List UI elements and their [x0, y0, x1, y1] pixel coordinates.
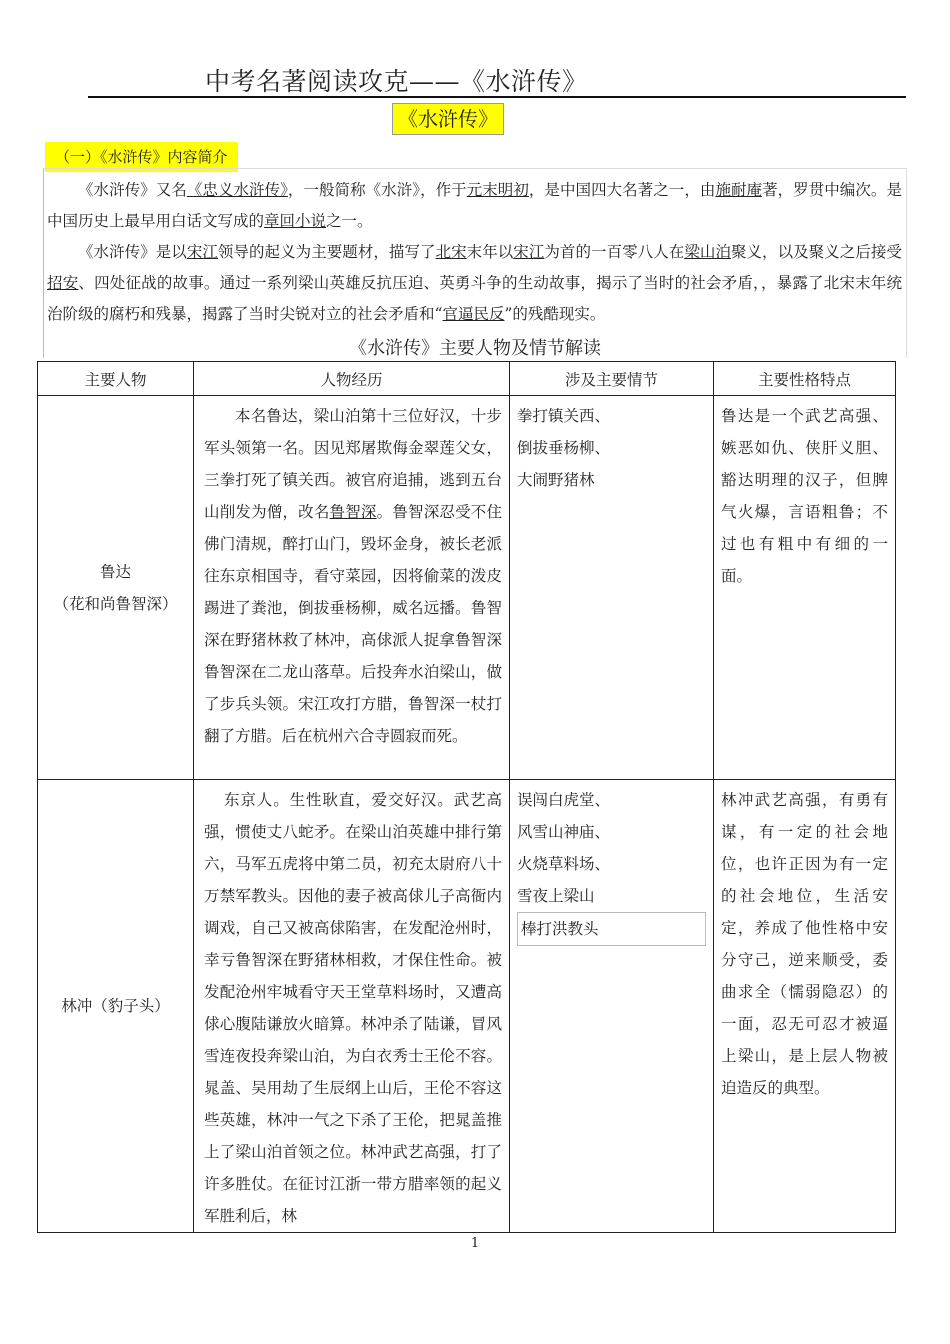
column-header: 涉及主要情节 [510, 362, 714, 396]
highlight-banner: 《水浒传》 [392, 103, 504, 135]
section-heading: （一）《水浒传》内容简介 [45, 142, 238, 172]
column-header: 人物经历 [194, 362, 510, 396]
column-header: 主要性格特点 [714, 362, 896, 396]
intro-text: ，一般简称《水浒》，作于 [287, 181, 467, 199]
intro-text: 之一。 [326, 212, 373, 230]
page-title: 中考名著阅读攻克——《水浒传》 [205, 67, 588, 96]
plot-item: 倒拔垂杨柳、 [517, 439, 611, 457]
intro-text: 《水浒传》又名 [78, 181, 187, 199]
intro-text-box [43, 168, 907, 358]
zhaoan-link[interactable]: 招安 [47, 274, 79, 292]
table-header-row [38, 362, 896, 396]
experience-text: 本名鲁达，梁山泊第十三位好汉，十步军头领第一名。因见郑屠欺侮金翠莲父女，三拳打死了镇关西。被官府追捕，逃到五台山削发为僧，改名 [204, 407, 502, 521]
luzhishen-link[interactable]: 鲁智深 [329, 503, 377, 521]
intro-text: 为首的一百零八人在 [544, 243, 685, 261]
plots-cell [510, 396, 714, 780]
character-alias: （花和尚鲁智深） [53, 594, 178, 613]
intro-text: 聚义，以及聚义之后接受 [730, 243, 902, 261]
plot-item: 棒打洪教头 [517, 912, 706, 946]
genre-link[interactable]: 章回小说 [264, 212, 327, 230]
era-link[interactable]: 元末明初 [466, 181, 529, 199]
traits-cell: 林冲武艺高强，有勇有谋，有一定的社会地位，也许正因为有一定的社会地位，生活安定，养成了他性格中安分守己，逆来顺受，委曲求全（懦弱隐忍）的一面，忍无可忍才被逼上梁山，是上层人物被迫造反的典型。 [714, 780, 896, 1233]
plot-item: 雪夜上梁山 [517, 887, 595, 905]
character-name: 林冲（豹子头） [61, 997, 170, 1015]
intro-text: 《水浒传》是以 [78, 243, 187, 261]
experience-cell [194, 396, 510, 780]
author-link[interactable]: 施耐庵 [715, 181, 763, 199]
songjiang-link[interactable]: 宋江 [513, 243, 545, 261]
plot-item: 大闹野猪林 [517, 471, 595, 489]
character-name-cell [38, 396, 194, 780]
alt-title-link[interactable]: 《忠义水浒传》 [186, 181, 288, 199]
intro-paragraph-2 [47, 237, 902, 330]
page-number: 1 [470, 1236, 480, 1251]
column-header: 主要人物 [38, 362, 194, 396]
character-table [37, 361, 896, 1233]
intro-text: ”的残酷现实。 [504, 305, 606, 323]
songjiang-link[interactable]: 宋江 [186, 243, 218, 261]
table-row [38, 780, 896, 1233]
table-title: 《水浒传》主要人物及情节解读 [349, 338, 601, 359]
plot-item: 风雪山神庙、 [517, 823, 611, 841]
intro-paragraph-1 [47, 175, 902, 237]
traits-cell: 鲁达是一个武艺高强、嫉恶如仇、侠肝义胆、豁达明理的汉子，但脾气火爆，言语粗鲁；不过也有粗中有细的一面。 [714, 396, 896, 780]
plot-item: 火烧草料场、 [517, 855, 611, 873]
plot-item: 拳打镇关西、 [517, 407, 611, 425]
character-name-cell [38, 780, 194, 1233]
table-row [38, 396, 896, 780]
intro-text: 著，罗贯中编次。是中国历史上最早用白话文写成的 [47, 181, 902, 230]
intro-text: 、四处征战的故事。通过一系列梁山英雄反抗压迫、英勇斗争的生动故事，揭示了当时的社会矛盾，，暴露了北宋末年统治阶级的腐朽和残暴，揭露了当时尖锐对立的社会矛盾和“ [47, 274, 902, 323]
title-underline [88, 96, 906, 98]
northern-song-link[interactable]: 北宋 [435, 243, 467, 261]
liangshan-link[interactable]: 梁山泊 [684, 243, 731, 261]
intro-text: ，是中国四大名著之一，由 [528, 181, 716, 199]
character-name: 鲁达 [99, 562, 131, 581]
plot-item: 误闯白虎堂、 [517, 791, 611, 809]
plots-cell [510, 780, 714, 1233]
guanbiminfan-link[interactable]: 官逼民反 [442, 305, 505, 323]
intro-text: 末年以 [466, 243, 514, 261]
experience-cell: 东京人。生性耿直，爱交好汉。武艺高强，惯使丈八蛇矛。在梁山泊英雄中排行第六，马军五虎将中第二员，初充太尉府八十万禁军教头。因他的妻子被高俅儿子高衙内调戏，自己又被高俅陷害，在发配沧州时，幸亏鲁智深在野猪林相救，才保住性命。被发配沧州牢城看守天王堂草料场时，又遭高俅心腹陆谦放火暗算。林冲杀了陆谦，冒风雪连夜投奔梁山泊，为白衣秀士王伦不容。晁盖、吴用劫了生辰纲上山后，王伦不容这些英雄，林冲一气之下杀了王伦，把晁盖推上了梁山泊首领之位。林冲武艺高强，打了许多胜仗。在征讨江浙一带方腊率领的起义军胜利后，林 [194, 780, 510, 1233]
experience-text: 。鲁智深忍受不住佛门清规，醉打山门，毁坏金身，被长老派往东京相国寺，看守菜园，因将偷菜的泼皮踢进了粪池，倒拔垂杨柳，威名远播。鲁智深在野猪林救了林冲，高俅派人捉拿鲁智深鲁智深在二龙山落草。后投奔水泊梁山，做了步兵头领。宋江攻打方腊，鲁智深一杖打翻了方腊。后在杭州六合寺圆寂而死。 [204, 503, 502, 745]
intro-text: 领导的起义为主要题材，描写了 [217, 243, 436, 261]
